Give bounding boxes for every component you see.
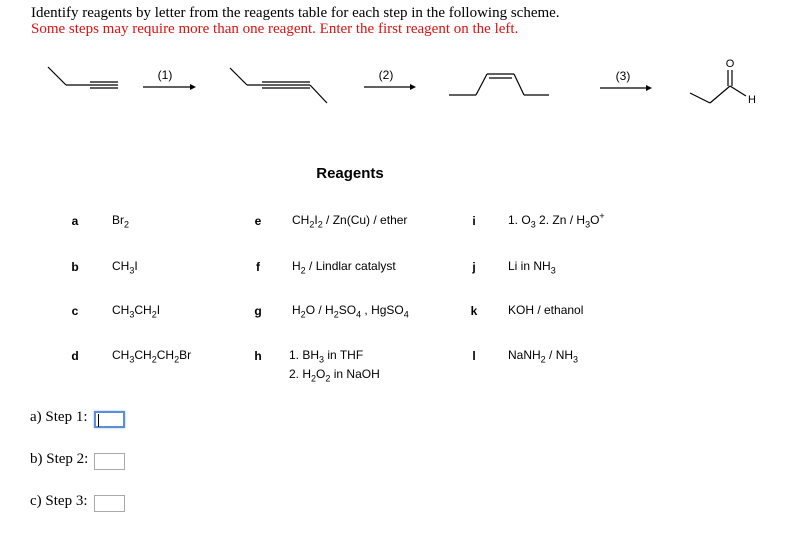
reagent-c: $CH_3CH_2I$ — [112, 303, 161, 320]
reagent-e: $CH_2I_2 / Zn(Cu)$ / ether — [292, 213, 408, 230]
arrow-3 — [600, 85, 652, 91]
reagent-b: $CH_3I$ — [112, 259, 138, 276]
reagent-letter-c: c — [71, 304, 79, 318]
reagent-j: Li in $NH_3$ — [508, 259, 556, 276]
reagent-g: $H_2O / H_2SO_4$ , HgSO$_4$ — [292, 303, 409, 320]
reagent-letter-b: b — [71, 260, 79, 274]
atom-O-label: O — [725, 58, 735, 70]
step-3-label: c) Step 3: — [30, 493, 88, 509]
reagent-letter-e: e — [254, 214, 262, 228]
molecule-1-butyne — [48, 67, 118, 88]
instruction-line-1: Identify reagents by letter from the reagents table for each step in the following scheme. — [31, 5, 560, 21]
reagent-letter-k: k — [470, 304, 478, 318]
instruction-line-2: Some steps may require more than one reagent. Enter the first reagent on the left. — [31, 21, 519, 37]
reagent-l: NaNH$_2$ / $NH_3$ — [508, 348, 579, 365]
reagent-k: KOH / ethanol — [508, 303, 584, 317]
reagent-letter-d: d — [71, 349, 79, 363]
reagent-letter-h: h — [254, 349, 262, 363]
atom-H-label: H — [748, 94, 756, 106]
reagent-letter-f: f — [256, 260, 260, 274]
reagent-h: 1. $BH_3$ in THF 2. $H_2O_2$ in NaOH — [289, 348, 380, 384]
reagent-letter-i: i — [472, 214, 476, 228]
reagent-letter-j: j — [472, 260, 476, 274]
reaction-scheme — [0, 0, 804, 120]
reagent-letter-g: g — [254, 304, 262, 318]
reagent-a: $Br_2$ — [112, 213, 130, 230]
reagent-letter-l: l — [472, 349, 476, 363]
step-3-answer-input[interactable] — [94, 495, 125, 512]
reagents-table-title: Reagents — [316, 165, 384, 182]
arrow-1 — [143, 84, 196, 90]
molecule-propanal — [690, 70, 746, 103]
molecule-cis-3-hexene — [449, 74, 549, 95]
arrow-2 — [364, 84, 416, 90]
step-1-label: a) Step 1: — [30, 409, 88, 425]
reagent-i: 1. $O_3$ 2. Zn / $H_3O^+$ — [508, 211, 605, 230]
reagent-f: $H_2$ / Lindlar catalyst — [292, 259, 396, 276]
arrow-label-1: (1) — [157, 68, 173, 82]
step-2-label: b) Step 2: — [30, 451, 89, 467]
text-cursor — [98, 414, 99, 427]
reagent-d: $CH_3CH_2CH_2Br$ — [112, 348, 192, 365]
arrow-label-2: (2) — [378, 68, 394, 82]
molecule-3-hexyne — [230, 68, 327, 103]
step-2-answer-input[interactable] — [94, 453, 125, 470]
arrow-label-3: (3) — [615, 69, 631, 83]
reagent-letter-a: a — [71, 214, 79, 228]
